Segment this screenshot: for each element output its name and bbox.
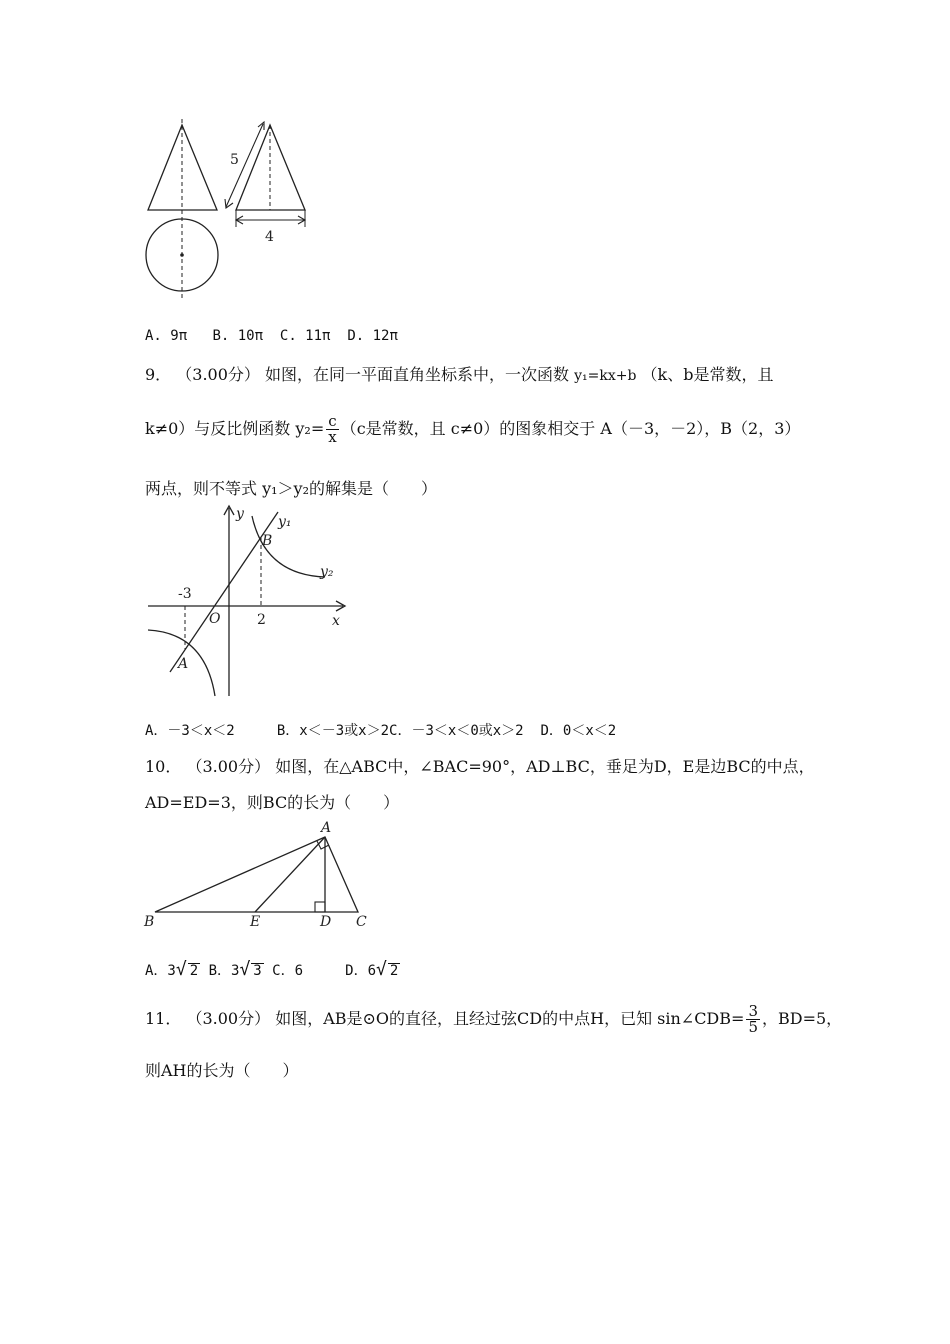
top-view-center-dot: [180, 253, 184, 257]
q10-number: 10．: [145, 757, 182, 776]
q10-option-b-radicand: 3: [253, 963, 262, 979]
x-axis-label: x: [332, 613, 340, 629]
q9-text-b: （k、b是常数，且: [641, 365, 774, 384]
q9-option-b[interactable]: B．x＜－3或x＞2: [276, 723, 390, 739]
function-graph-figure: [140, 500, 360, 700]
q10-option-d-coef: D．6: [345, 963, 377, 979]
label-y2: y₂: [320, 564, 334, 580]
q9-line3: [145, 476, 437, 499]
q9-score: （3.00分）: [176, 365, 260, 384]
q9-option-c[interactable]: C．－3＜x＜0或x＞2: [389, 723, 524, 739]
q9-text-c: k≠0）与反比例函数 y₂=: [145, 419, 325, 438]
q9-fraction: [326, 414, 338, 445]
q9-options: [145, 720, 616, 740]
q9-text-d: （c是常数，且 c≠0）的图象相交于 A（－3，－2），B（2，3）: [340, 419, 801, 438]
q8-option-b[interactable]: B. 10π: [212, 328, 264, 344]
q9-number: 9．: [145, 365, 172, 384]
q9-frac-num: c: [326, 414, 338, 430]
cone-three-views-figure: [140, 115, 320, 305]
q10-option-c[interactable]: C．6: [272, 963, 304, 979]
base-label: 4: [265, 229, 274, 245]
q9-option-d[interactable]: D．0＜x＜2: [540, 723, 617, 739]
q10-line2: [145, 790, 399, 813]
triangle-abc: [155, 837, 358, 912]
slant-label: 5: [230, 152, 239, 168]
q11-frac-den: 5: [748, 1018, 758, 1036]
q9-text-a: 如图，在同一平面直角坐标系中，一次函数: [265, 365, 575, 384]
y-axis-label: y: [236, 506, 244, 522]
vertex-c: C: [356, 914, 367, 930]
q11-number: 11．: [145, 1009, 182, 1028]
q10-text-a: 如图，在△ABC中，∠BAC=90°，AD⊥BC，垂足为D，E是边BC的中点，: [275, 757, 815, 776]
vertex-a: A: [321, 820, 332, 836]
segment-ae: [255, 837, 325, 912]
q11-line1: [145, 1004, 842, 1035]
q11-text-b: ，BD=5，: [761, 1009, 843, 1028]
tick-neg3: -3: [178, 586, 192, 602]
point-b-label: B: [262, 533, 273, 549]
triangle-abc-figure: [140, 818, 380, 933]
q9-option-a[interactable]: A．－3＜x＜2: [145, 723, 235, 739]
q11-text-a: 如图，AB是⊙O的直径，且经过弦CD的中点H，已知 sin∠CDB=: [275, 1009, 745, 1028]
q8-options: [145, 328, 398, 344]
q10-option-b[interactable]: B．3√ 3: [208, 959, 262, 980]
q10-line1: [145, 754, 815, 777]
q9-line1: [145, 362, 773, 385]
origin-label: O: [209, 611, 221, 627]
q8-option-d[interactable]: D. 12π: [347, 328, 398, 344]
q10-options: [145, 959, 400, 980]
q10-option-d[interactable]: D．6√ 2: [345, 959, 399, 980]
q11-line2: [145, 1058, 299, 1081]
point-d: D: [320, 914, 332, 930]
point-e: E: [250, 914, 261, 930]
q10-option-b-coef: B．3: [208, 963, 240, 979]
q8-option-a[interactable]: A. 9π: [145, 328, 188, 344]
q8-option-c[interactable]: C. 11π: [279, 328, 331, 344]
q11-frac-num: 3: [748, 1002, 758, 1020]
q10-text-b: AD=ED=3，则BC的长为（ ）: [145, 793, 400, 812]
right-angle-d: [315, 902, 325, 912]
q10-option-a-radicand: 2: [189, 963, 199, 979]
q9-frac-den: x: [328, 428, 337, 446]
q10-score: （3.00分）: [186, 757, 271, 776]
q10-option-d-radicand: 2: [389, 963, 399, 979]
q10-option-a-coef: A．3: [145, 963, 176, 979]
label-y1: y₁: [278, 514, 292, 530]
tick-2: 2: [257, 612, 266, 628]
q11-fraction: [746, 1004, 760, 1035]
q9-linear-fn: y₁=kx+b: [574, 368, 637, 384]
q11-score: （3.00分）: [186, 1009, 271, 1028]
q10-option-a[interactable]: A．3√ 2: [145, 959, 199, 980]
q11-text-c: 则AH的长为（ ）: [145, 1061, 299, 1080]
point-a-label: A: [178, 656, 189, 672]
q9-line2: [145, 414, 800, 445]
q9-text-e: 两点，则不等式 y₁＞y₂的解集是（ ）: [145, 479, 437, 498]
vertex-b: B: [144, 914, 155, 930]
